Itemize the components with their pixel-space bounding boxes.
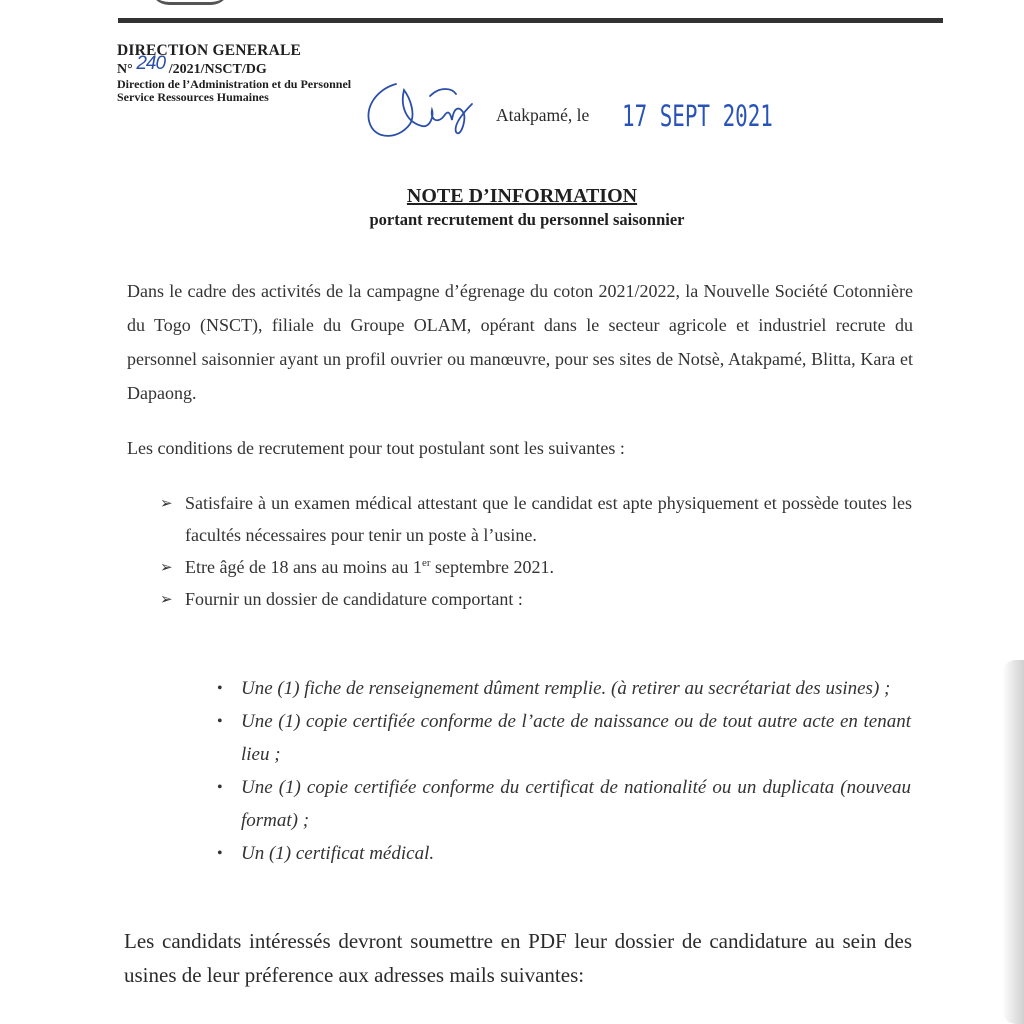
list-item: [160, 551, 912, 583]
department-name: Direction de l’Administration et du Personnel: [117, 77, 352, 91]
letterhead-rule: [118, 18, 943, 23]
handwritten-number: 240: [136, 53, 166, 74]
reference-suffix: /2021/NSCT/DG: [168, 62, 267, 77]
conditions-list: [160, 487, 912, 615]
document-item: Une (1) fiche de renseignement dûment remplie. (à retirer au secrétariat des usines) ;: [241, 678, 891, 699]
arrow-bullet-icon: ➢: [160, 494, 173, 512]
direction-generale: DIRECTION GENERALE: [117, 42, 302, 59]
documents-list: [214, 672, 911, 870]
sender-header: [117, 42, 351, 104]
document-item: Une (1) copie certifiée conforme du certificat de nationalité ou un duplicata (nouveau format) ;: [241, 777, 911, 831]
condition-age-sup: er: [421, 557, 431, 569]
document-subtitle: portant recrutement du personnel saisonnier: [369, 210, 685, 229]
bullet-icon: •: [217, 680, 223, 697]
arrow-bullet-icon: ➢: [160, 590, 173, 608]
list-item: [214, 672, 911, 705]
list-item: [160, 487, 912, 551]
list-item: [214, 705, 911, 771]
list-item: [160, 583, 912, 615]
place-date-line: Atakpamé, le: [496, 105, 590, 125]
reference-number: [117, 53, 351, 78]
condition-dossier: Fournir un dossier de candidature comportant :: [185, 589, 523, 609]
condition-age-before: Etre âgé de 18 ans au moins au 1: [185, 557, 422, 577]
date-stamp: 17 SEPT 2021: [622, 99, 773, 133]
list-item: [214, 837, 911, 870]
letterhead-arc: [150, 0, 230, 5]
condition-age-after: septembre 2021.: [430, 557, 554, 577]
intro-paragraph: Dans le cadre des activités de la campagne d’égrenage du coton 2021/2022, la Nouvelle Société Cotonnière du Togo (NSCT), filiale du Groupe OLAM, opérant dans le secteur agricole et industriel recrute du personnel saisonnier ayant un profil ouvrier ou manœuvre, pour ses sites de Notsè, Atakpamé, Blitta, Kara et Dapaong.: [127, 281, 913, 403]
bullet-icon: •: [217, 713, 223, 730]
reference-prefix: N°: [117, 62, 133, 77]
document-item: Une (1) copie certifiée conforme de l’acte de naissance ou de tout autre acte en tenant lieu ;: [241, 711, 911, 765]
condition-medical: Satisfaire à un examen médical attestant que le candidat est apte physiquement et possède toutes les facultés nécessaires pour tenir un poste à l’usine.: [185, 493, 912, 545]
handwritten-signature: [360, 76, 480, 144]
document-item: Un (1) certificat médical.: [241, 843, 435, 864]
service-name: Service Ressources Humaines: [117, 90, 269, 104]
list-item: [214, 771, 911, 837]
conditions-intro: Les conditions de recrutement pour tout postulant sont les suivantes :: [127, 438, 625, 458]
page-edge-shadow: [1002, 660, 1024, 1024]
final-paragraph: Les candidats intéressés devront soumettre en PDF leur dossier de candidature au sein des usines de leur préference aux adresses mails suivantes:: [124, 929, 912, 987]
bullet-icon: •: [217, 845, 223, 862]
arrow-bullet-icon: ➢: [160, 558, 173, 576]
bullet-icon: •: [217, 779, 223, 796]
document-title: NOTE D’INFORMATION: [406, 185, 638, 207]
